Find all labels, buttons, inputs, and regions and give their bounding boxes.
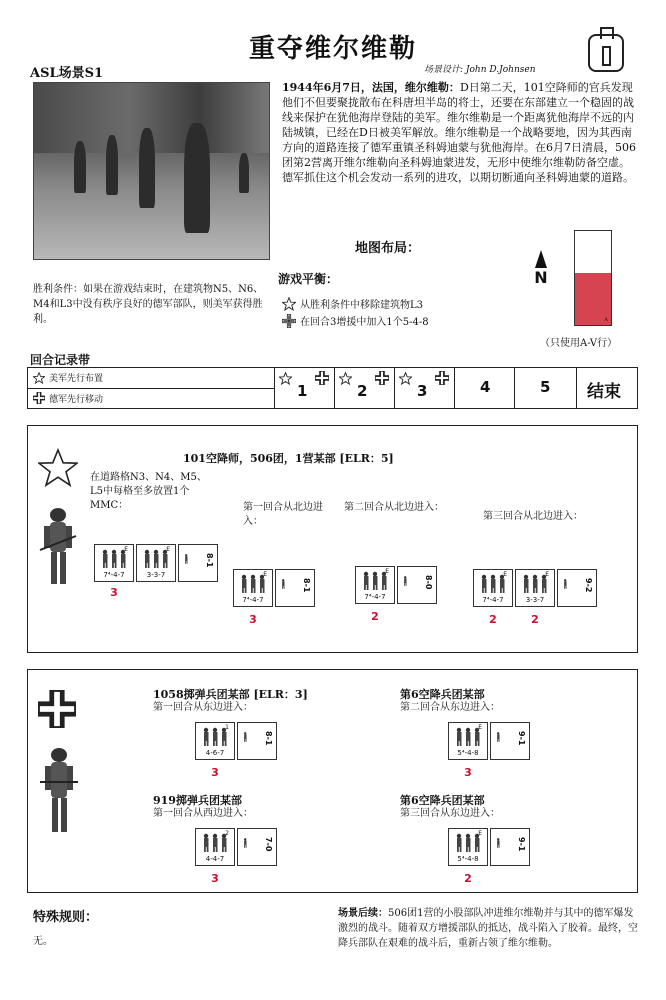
squad-counter xyxy=(448,722,488,760)
scenario-id: ASL场景S1 xyxy=(30,66,104,81)
leader-rating: 7-0 xyxy=(264,837,273,852)
turn-cell-3 xyxy=(395,368,455,408)
balance-de xyxy=(282,313,429,328)
us-forces-panel xyxy=(27,425,638,653)
de-g4-count: 2 xyxy=(464,872,472,885)
counter-value: 4-6-7 xyxy=(205,749,225,757)
squad-counter xyxy=(515,569,555,607)
historical-intro xyxy=(282,80,638,185)
german-forces-panel xyxy=(27,669,638,893)
us-wave2-counters xyxy=(355,566,437,604)
squad-counter xyxy=(94,544,134,582)
german-cross-icon xyxy=(33,392,45,404)
turn-2-label: 2 xyxy=(357,382,368,400)
de-g2-counters xyxy=(448,722,530,760)
special-rules-text: 无。 xyxy=(33,936,53,947)
de-g3-count: 3 xyxy=(211,872,219,885)
us-wave1-text: 第一回合从北边进入： xyxy=(243,502,323,527)
asl-logo-icon xyxy=(588,34,624,72)
balance-title: 游戏平衡： xyxy=(278,272,339,286)
aftermath xyxy=(338,906,638,951)
us-setup-counters xyxy=(94,544,218,582)
counter-value: 7⁴-4-7 xyxy=(103,571,125,579)
us-star-icon xyxy=(399,372,412,385)
counter-value: 3-3-7 xyxy=(146,571,166,579)
north-label: N xyxy=(534,268,548,287)
counter-cap: E xyxy=(478,724,482,731)
leader-rating: 8-1 xyxy=(302,578,311,593)
us-paratrooper-icon xyxy=(36,506,80,592)
us-g3-count-a: 2 xyxy=(489,613,497,626)
counter-value: 5⁴-4-8 xyxy=(457,855,479,863)
counter-cap: E xyxy=(478,830,482,837)
counter-cap: 2 xyxy=(225,830,229,837)
counter-cap: E xyxy=(385,568,389,575)
counter-cap: 1 xyxy=(225,724,229,731)
us-g2-count: 2 xyxy=(371,610,379,623)
victory-conditions: 胜利条件：如果在游戏结束时，在建筑物N5、N6、M4和L3中没有秩序良好的德军部队，则美军获得胜利。 xyxy=(33,284,264,325)
leader-rating: 8-1 xyxy=(205,553,214,568)
us-wave3-text: 第三回合从北边进入： xyxy=(483,511,583,522)
board-label: A xyxy=(604,317,608,323)
squad-counter xyxy=(233,569,273,607)
squad-counter xyxy=(355,566,395,604)
de-g1-count: 3 xyxy=(211,766,219,779)
squad-counter xyxy=(195,828,235,866)
turn-5-label: 5 xyxy=(540,378,551,396)
leader-counter xyxy=(275,569,315,607)
de-g4-title: 第6空降兵团某部 xyxy=(400,794,485,807)
us-g3-count-b: 2 xyxy=(531,613,539,626)
counter-value: 5⁴-4-8 xyxy=(457,749,479,757)
leader-counter xyxy=(490,722,530,760)
scenario-title: 重夺维尔维勒 xyxy=(248,34,417,64)
balance-us xyxy=(282,296,423,311)
squad-counter xyxy=(448,828,488,866)
de-g1-counters xyxy=(195,722,277,760)
legend-de-move-text: 德军先行移动 xyxy=(49,394,104,405)
intro-lead: 1944年6月7日，法国，维尔维勒： xyxy=(282,81,460,94)
squad-counter xyxy=(473,569,513,607)
squad-counter xyxy=(195,722,235,760)
de-g3-enter: 第一回合从西边进入： xyxy=(153,808,253,819)
de-g1-title: 1058掷弹兵团某部 [ELR：3] xyxy=(153,688,308,701)
turn-cell-1 xyxy=(275,368,335,408)
us-g0-count: 3 xyxy=(110,586,118,599)
de-g4-enter: 第三回合从东边进入： xyxy=(400,808,500,819)
aftermath-body: 506团1营的小股部队冲进维尔维勒并与其中的德军爆发激烈的战斗。随着双方增援部队的抵达，战斗陷入了胶着。最终，空降兵部队在艰难的战斗后，重新占领了维尔维勒。 xyxy=(338,908,638,949)
german-soldier-icon xyxy=(38,746,80,838)
leader-counter xyxy=(237,828,277,866)
turn-cell-end xyxy=(577,368,637,408)
german-cross-icon xyxy=(375,371,389,385)
us-star-icon xyxy=(38,448,78,488)
counter-cap: E xyxy=(545,571,549,578)
de-g1-enter: 第一回合从东边进入： xyxy=(153,702,253,713)
leader-counter xyxy=(397,566,437,604)
turn-end-label: 结束 xyxy=(587,382,621,402)
legend-us-setup xyxy=(28,368,274,389)
us-wave2-text: 第二回合从北边进入： xyxy=(344,502,444,513)
historical-photo xyxy=(33,82,270,260)
us-setup-text: 在道路格N3、N4、M5、L5中每格至多放置1个MMC： xyxy=(90,472,207,511)
de-g2-count: 3 xyxy=(464,766,472,779)
de-g3-title: 919掷弹兵团某部 xyxy=(153,794,242,807)
german-cross-icon xyxy=(315,371,329,385)
de-g3-counters xyxy=(195,828,277,866)
map-layout-title: 地图布局： xyxy=(355,241,421,256)
counter-cap: E xyxy=(263,571,267,578)
us-star-icon xyxy=(339,372,352,385)
leader-counter xyxy=(178,544,218,582)
us-star-icon xyxy=(33,372,45,384)
leader-rating: 8-1 xyxy=(264,731,273,746)
turn-3-label: 3 xyxy=(417,382,428,400)
counter-value: 7⁴-4-7 xyxy=(242,596,264,604)
de-g2-enter: 第二回合从东边进入： xyxy=(400,702,500,713)
turn-cell-5 xyxy=(515,368,577,408)
north-arrow-icon xyxy=(530,250,552,287)
turn-4-label: 4 xyxy=(480,378,491,396)
legend-us-setup-text: 美军先行布置 xyxy=(49,374,104,385)
de-g4-counters xyxy=(448,828,530,866)
counter-value: 3-3-7 xyxy=(525,596,545,604)
squad-counter xyxy=(136,544,176,582)
map-board xyxy=(574,230,612,326)
us-wave3-counters xyxy=(473,569,597,607)
leader-rating: 8-0 xyxy=(424,575,433,590)
counter-cap: E xyxy=(166,546,170,553)
us-star-icon xyxy=(282,297,296,311)
turn-1-label: 1 xyxy=(297,382,308,400)
turn-cell-2 xyxy=(335,368,395,408)
leader-rating: 9-1 xyxy=(517,837,526,852)
counter-value: 7⁴-4-7 xyxy=(364,593,386,601)
leader-counter xyxy=(237,722,277,760)
us-star-icon xyxy=(279,372,292,385)
turn-record-track xyxy=(27,367,638,409)
turn-record-title: 回合记录带 xyxy=(30,353,91,367)
legend-de-move xyxy=(28,389,274,409)
us-wave1-counters xyxy=(233,569,315,607)
us-force-title: 101空降师，506团，1营某部 [ELR：5] xyxy=(183,452,394,465)
german-cross-icon xyxy=(38,690,76,728)
counter-value: 7⁴-4-7 xyxy=(482,596,504,604)
german-cross-icon xyxy=(282,314,296,328)
intro-body: D日第二天，101空降师的官兵发现他们不但要聚拢散布在科唐坦半岛的将士，还要在东部建立一个稳固的战线来保护在犹他海岸登陆的美军。维尔维勒是一个距离犹他海岸不远的内陆城镇，已经在D日被美军解放。维尔维勒是一个战略要地，因为其西南方向的道路连接了德军重镇圣科姆迪蒙与犹他海岸。在6月7日清晨，506团第2营离开维尔维勒向圣科姆迪蒙进发，无形中使维尔维勒防备空虚。德军抓住这个机会发动一系列的进攻，以期切断通向圣科姆迪蒙的道路。 xyxy=(282,81,636,184)
leader-counter xyxy=(557,569,597,607)
aftermath-lead: 场景后续： xyxy=(338,908,388,919)
designer-credit: 场景设计: John D.Johnsen xyxy=(424,65,536,75)
leader-rating: 9-1 xyxy=(517,731,526,746)
counter-cap: E xyxy=(503,571,507,578)
german-cross-icon xyxy=(435,371,449,385)
map-note: （只使用A-V行） xyxy=(540,338,618,349)
leader-rating: 9-2 xyxy=(584,578,593,593)
special-rules-title: 特殊规则： xyxy=(33,910,99,925)
balance-de-text: 在回合3增援中加入1个5-4-8 xyxy=(300,317,429,328)
balance-us-text: 从胜利条件中移除建筑物L3 xyxy=(300,300,424,311)
turn-cell-4 xyxy=(455,368,515,408)
us-g1-count: 3 xyxy=(249,613,257,626)
counter-cap: E xyxy=(124,546,128,553)
de-g2-title: 第6空降兵团某部 xyxy=(400,688,485,701)
leader-counter xyxy=(490,828,530,866)
counter-value: 4-4-7 xyxy=(205,855,225,863)
